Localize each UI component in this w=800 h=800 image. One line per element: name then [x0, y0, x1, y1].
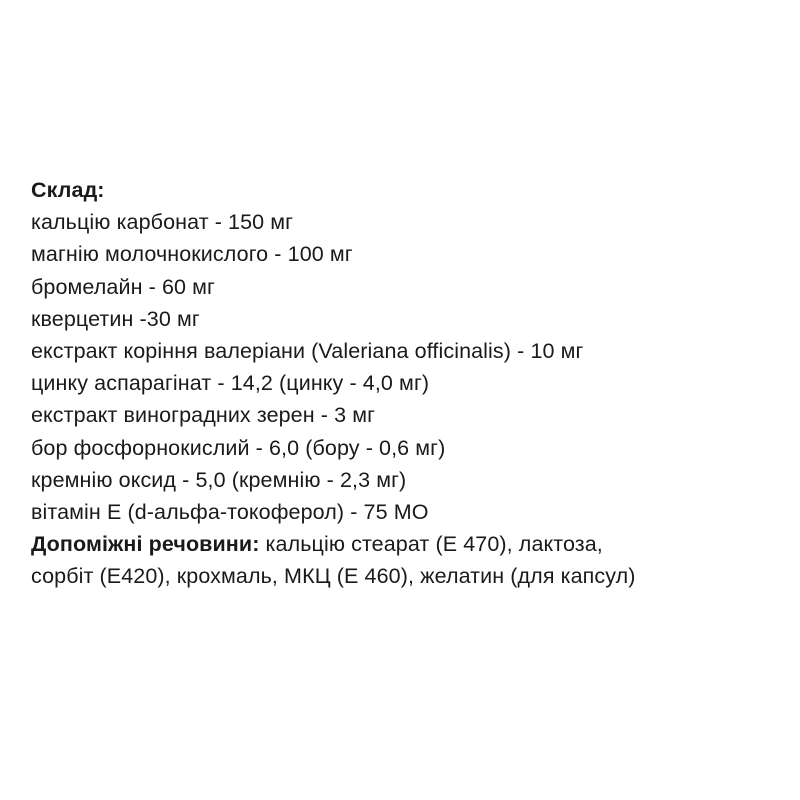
composition-heading: Склад: [31, 178, 105, 202]
excipients-text-1: кальцію стеарат (Е 470), лактоза, [259, 532, 603, 557]
ingredient-boron-phosphate: бор фосфорнокислий - 6,0 (бору - 0,6 мг) [31, 435, 446, 460]
ingredient-vitamin-e: вітамін Е (d-альфа-токоферол) - 75 МО [31, 500, 429, 525]
ingredient-valerian-root-extract: екстракт коріння валеріани (Valeriana officinalis) - 10 мг [31, 339, 584, 364]
excipients-line-2: сорбіт (Е420), крохмаль, МКЦ (Е 460), желатин (для капсул) [31, 564, 636, 589]
ingredient-zinc-aspartate: цинку аспарагінат - 14,2 (цинку - 4,0 мг) [31, 371, 430, 396]
ingredient-bromelain: бромелайн - 60 мг [31, 274, 215, 299]
excipients-label: Допоміжні речовини: [31, 532, 260, 557]
ingredient-quercetin: кверцетин -30 мг [31, 306, 200, 331]
ingredient-calcium-carbonate: кальцію карбонат - 150 мг [31, 210, 294, 235]
composition-block [31, 174, 791, 593]
ingredient-magnesium-lactate: магнію молочнокислого - 100 мг [31, 242, 353, 267]
ingredient-silicon-oxide: кремнію оксид - 5,0 (кремнію - 2,3 мг) [31, 467, 407, 492]
ingredient-grape-seed-extract: екстракт виноградних зерен - 3 мг [31, 403, 376, 428]
excipients-line-1 [31, 528, 791, 560]
